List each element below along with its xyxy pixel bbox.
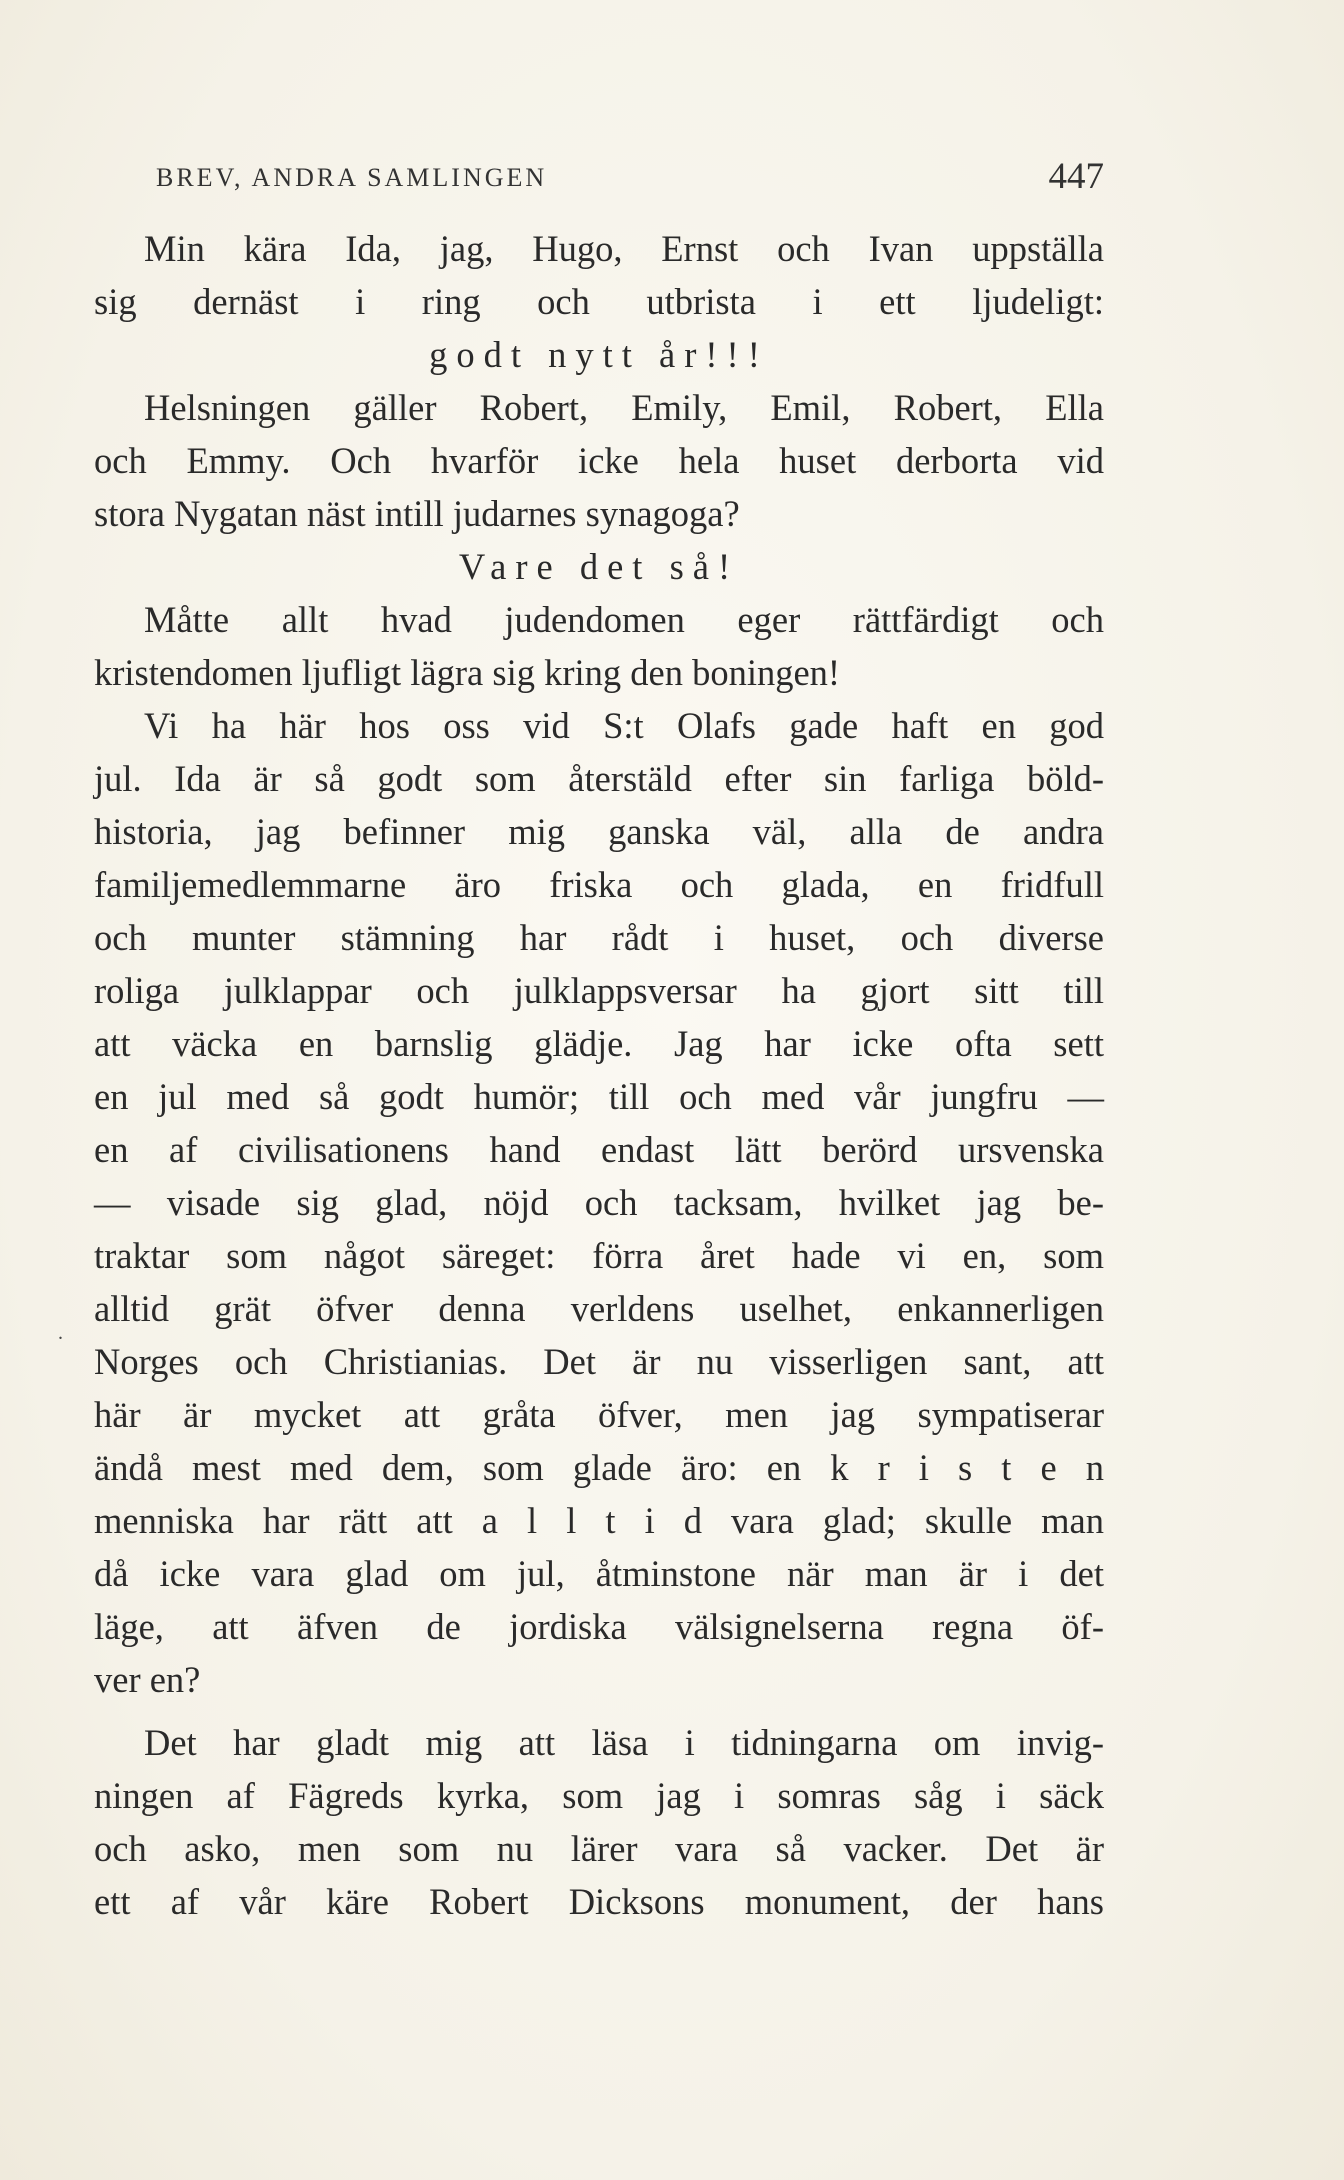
text-line: sig dernäst i ring och utbrista i ett ljudeligt: xyxy=(94,281,1104,322)
text-line: och munter stämning har rådt i huset, och diverse xyxy=(94,917,1104,958)
text-line: ändå mest med dem, som glade äro: en k r i s t e n xyxy=(94,1447,1104,1488)
text-line: roliga julklappar och julklappsversar ha gjort sitt till xyxy=(94,970,1104,1011)
text-line: då icke vara glad om jul, åtminstone när man är i det xyxy=(94,1553,1104,1594)
text-line: traktar som något säreget: förra året hade vi en, som xyxy=(94,1235,1104,1276)
text-line: stora Nygatan näst intill judarnes synagoga? xyxy=(94,493,740,534)
text-line: alltid grät öfver denna verldens uselhet, enkannerligen xyxy=(94,1288,1104,1329)
text-line: ett af vår käre Robert Dicksons monument, der hans xyxy=(94,1881,1104,1922)
margin-mark: . xyxy=(58,1322,63,1344)
page-header xyxy=(94,155,1104,205)
text-line: kristendomen ljufligt lägra sig kring den boningen! xyxy=(94,652,841,693)
text-line: godt nytt år!!! xyxy=(429,334,769,375)
running-title: BREV, ANDRA SAMLINGEN xyxy=(156,163,548,192)
text-line: Måtte allt hvad judendomen eger rättfärdigt och xyxy=(144,599,1104,640)
text-line: jul. Ida är så godt som återstäld efter sin farliga böld- xyxy=(94,758,1104,799)
text-line: en af civilisationens hand endast lätt berörd ursvenska xyxy=(94,1129,1104,1170)
text-line: familjemedlemmarne äro friska och glada, en fridfull xyxy=(94,864,1104,905)
text-line: och asko, men som nu lärer vara så vacker. Det är xyxy=(94,1828,1104,1869)
text-line: menniska har rätt att a l l t i d vara glad; skulle man xyxy=(94,1500,1104,1541)
body-text xyxy=(94,222,1104,1928)
paragraph-gap xyxy=(94,1706,1104,1716)
text-line: Det har gladt mig att läsa i tidningarna om invig- xyxy=(144,1722,1104,1763)
text-line: Vi ha här hos oss vid S:t Olafs gade haft en god xyxy=(144,705,1104,746)
text-line: historia, jag befinner mig ganska väl, alla de andra xyxy=(94,811,1104,852)
text-line: läge, att äfven de jordiska välsignelserna regna öf- xyxy=(94,1606,1104,1647)
page-number: 447 xyxy=(1048,156,1104,197)
text-line: ver en? xyxy=(94,1659,201,1700)
text-line: Vare det så! xyxy=(458,546,740,587)
text-line: — visade sig glad, nöjd och tacksam, hvilket jag be- xyxy=(94,1182,1104,1223)
text-line: ningen af Fägreds kyrka, som jag i somras såg i säck xyxy=(94,1775,1104,1816)
text-line: Norges och Christianias. Det är nu visserligen sant, att xyxy=(94,1341,1104,1382)
text-line: och Emmy. Och hvarför icke hela huset derborta vid xyxy=(94,440,1104,481)
text-line: Helsningen gäller Robert, Emily, Emil, Robert, Ella xyxy=(144,387,1104,428)
text-line: Min kära Ida, jag, Hugo, Ernst och Ivan uppställa xyxy=(144,228,1104,269)
text-line: en jul med så godt humör; till och med vår jungfru — xyxy=(94,1076,1104,1117)
text-line: här är mycket att gråta öfver, men jag sympatiserar xyxy=(94,1394,1104,1435)
text-line: att väcka en barnslig glädje. Jag har icke ofta sett xyxy=(94,1023,1104,1064)
